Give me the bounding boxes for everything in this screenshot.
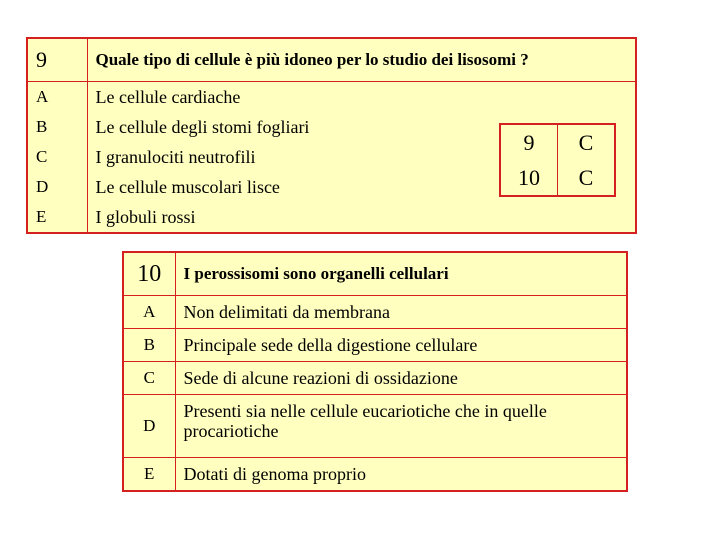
option-text: Le cellule cardiache [87, 82, 636, 113]
answer-key-row [500, 124, 615, 160]
question-9-header-row [27, 38, 636, 82]
option-letter: C [27, 142, 87, 172]
question-10-text: I perossisomi sono organelli cellulari [175, 252, 627, 296]
option-text: Principale sede della digestione cellulare [175, 329, 627, 362]
question-10-option-e [123, 458, 627, 492]
option-letter: B [123, 329, 175, 362]
option-text: Le cellule muscolari lisce [87, 172, 636, 202]
answer-question-number: 10 [500, 160, 558, 196]
option-text: I globuli rossi [87, 202, 636, 233]
option-text: Dotati di genoma proprio [175, 458, 627, 492]
question-10-number: 10 [123, 252, 175, 296]
question-9-text: Quale tipo di cellule è più idoneo per lo studio dei lisosomi ? [87, 38, 636, 82]
option-letter: B [27, 112, 87, 142]
option-letter: C [123, 362, 175, 395]
answer-letter: C [578, 164, 594, 190]
question-10-option-b [123, 329, 627, 362]
question-10-table [122, 251, 628, 492]
option-letter: E [27, 202, 87, 233]
option-letter: A [27, 82, 87, 113]
question-9-option-e [27, 202, 636, 233]
option-text: Presenti sia nelle cellule eucariotiche che in quelle procariotiche [175, 395, 627, 458]
answer-question-number: 9 [500, 124, 558, 160]
answer-key-box [499, 123, 616, 197]
option-text: I granulociti neutrofili [87, 142, 636, 172]
question-10-option-d [123, 395, 627, 458]
question-10-option-a [123, 296, 627, 329]
option-letter: D [123, 395, 175, 458]
option-text: Le cellule degli stomi fogliari [87, 112, 636, 142]
option-letter: D [27, 172, 87, 202]
option-text: Non delimitati da membrana [175, 296, 627, 329]
question-10-header-row [123, 252, 627, 296]
question-10-option-c [123, 362, 627, 395]
question-9-option-a [27, 82, 636, 113]
answer-letter: C [578, 129, 594, 155]
answer-key-row [500, 160, 615, 196]
option-text: Sede di alcune reazioni di ossidazione [175, 362, 627, 395]
option-letter: A [123, 296, 175, 329]
option-letter: E [123, 458, 175, 492]
question-9-number: 9 [27, 38, 87, 82]
